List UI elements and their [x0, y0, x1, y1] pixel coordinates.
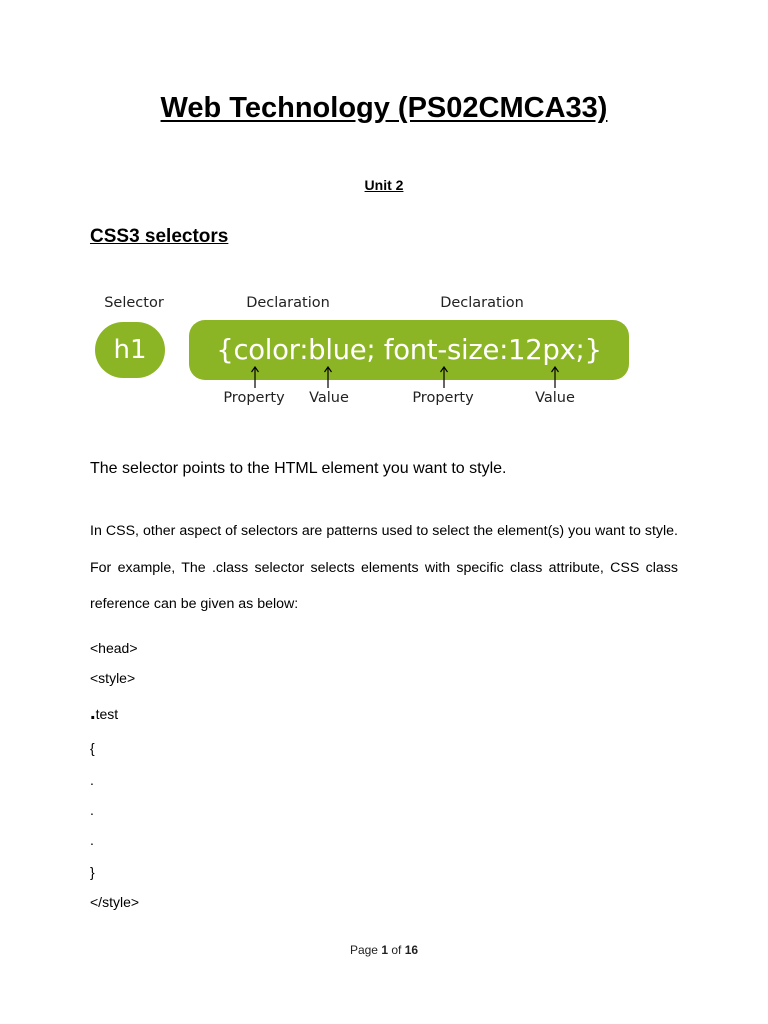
code-line: .: [90, 772, 94, 788]
selector-pill: h1: [95, 322, 165, 378]
page-footer: [0, 943, 768, 957]
property-label-1: Property: [223, 390, 285, 406]
declaration-pill: {color:blue; font-size:12px;}: [189, 320, 629, 380]
code-line: {: [90, 740, 95, 756]
css-syntax-diagram: [0, 290, 768, 420]
section-heading: CSS3 selectors: [90, 226, 229, 247]
code-line: .: [90, 832, 94, 848]
unit-heading: Unit 2: [364, 177, 404, 193]
arrow-up-icon: [323, 366, 333, 388]
code-dot: .: [90, 702, 96, 724]
page-current: 1: [381, 943, 388, 957]
code-class-name: test: [95, 706, 119, 722]
code-line: [90, 702, 119, 724]
code-line: <style>: [90, 670, 136, 686]
selector-label: Selector: [104, 295, 164, 311]
page-total: 16: [404, 943, 419, 957]
arrow-up-icon: [439, 366, 449, 388]
arrow-up-icon: [250, 366, 260, 388]
code-line: }: [90, 864, 95, 880]
declaration-label-2: Declaration: [440, 295, 524, 311]
declaration-label-1: Declaration: [246, 295, 330, 311]
page-prefix: Page: [349, 943, 378, 957]
code-line: </style>: [90, 894, 140, 910]
page-separator: of: [391, 943, 402, 957]
arrow-up-icon: [550, 366, 560, 388]
code-line: .: [90, 802, 94, 818]
property-label-2: Property: [412, 390, 474, 406]
lead-sentence: The selector points to the HTML element you want to style.: [90, 460, 507, 477]
code-line: <head>: [90, 640, 138, 656]
value-label-2: Value: [535, 390, 575, 406]
value-label-1: Value: [309, 390, 349, 406]
body-paragraph: In CSS, other aspect of selectors are patterns used to select the element(s) you want to style. For example, The .class selector selects elements with specific class attribute, CSS class reference can be given as below:: [90, 523, 678, 612]
document-title: Web Technology (PS02CMCA33): [160, 92, 608, 124]
